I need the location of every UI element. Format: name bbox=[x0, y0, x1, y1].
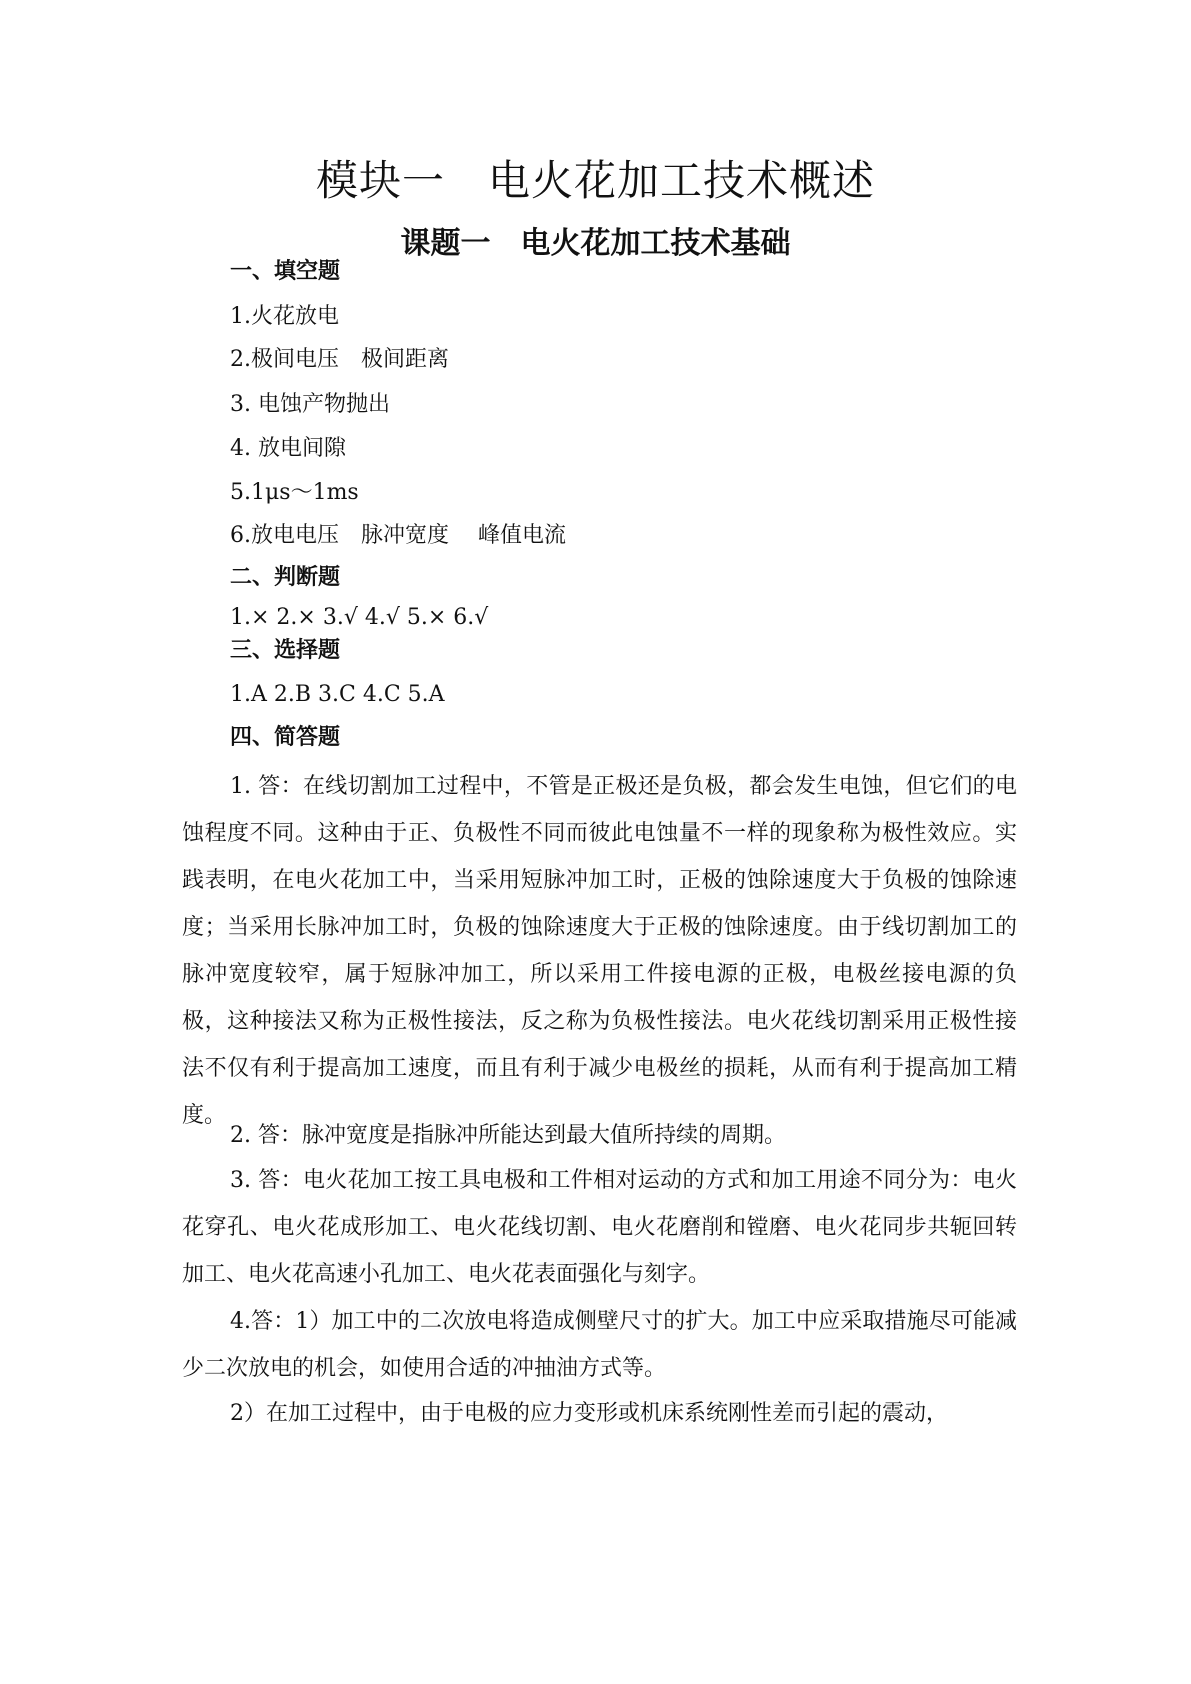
section-heading-choice: 三、选择题 bbox=[230, 638, 341, 663]
fill-blank-item: 5.1μs～1ms bbox=[230, 480, 359, 505]
page-subtitle: 课题一 电火花加工技术基础 bbox=[400, 226, 791, 261]
page-title: 模块一 电火花加工技术概述 bbox=[315, 156, 875, 205]
section-heading-true-false: 二、判断题 bbox=[230, 565, 341, 590]
true-false-answers: 1.× 2.× 3.√ 4.√ 5.× 6.√ bbox=[230, 605, 489, 630]
fill-blank-item: 3. 电蚀产物抛出 bbox=[230, 392, 390, 417]
section-heading-fill-blank: 一、填空题 bbox=[230, 259, 341, 284]
fill-blank-item: 2.极间电压 极间距离 bbox=[230, 347, 449, 372]
short-answer-paragraph: 1. 答：在线切割加工过程中，不管是正极还是负极，都会发生电蚀，但它们的电蚀程度不同。这种由于正、负极性不同而彼此电蚀量不一样的现象称为极性效应。实践表明，在电火花加工中，当采用短脉冲加工时，正极的蚀除速度大于负极的蚀除速度；当采用长脉冲加工时，负极的蚀除速度大于正极的蚀除速度。由于线切割加工的脉冲宽度较窄，属于短脉冲加工，所以采用工件接电源的正极，电极丝接电源的负极，这种接法又称为正极性接法，反之称为负极性接法。电火花线切割采用正极性接法不仅有利于提高加工速度，而且有利于减少电极丝的损耗，从而有利于提高加工精度。 bbox=[182, 774, 1017, 1128]
short-answer-paragraph: 2）在加工过程中，由于电极的应力变形或机床系统刚性差而引起的震动， bbox=[230, 1401, 948, 1426]
fill-blank-item: 6.放电电压 脉冲宽度 峰值电流 bbox=[230, 523, 566, 548]
fill-blank-item: 1.火花放电 bbox=[230, 304, 339, 329]
short-answer-paragraph: 3. 答：电火花加工按工具电极和工件相对运动的方式和加工用途不同分为：电火花穿孔、电火花成形加工、电火花线切割、电火花磨削和镗磨、电火花同步共轭回转加工、电火花高速小孔加工、电火花表面强化与刻字。 bbox=[182, 1168, 1017, 1287]
short-answer-paragraph: 4.答：1）加工中的二次放电将造成侧壁尺寸的扩大。加工中应采取措施尽可能减少二次放电的机会，如使用合适的冲抽油方式等。 bbox=[182, 1309, 1017, 1381]
section-heading-short-answer: 四、简答题 bbox=[230, 725, 341, 750]
choice-answers: 1.A 2.B 3.C 4.C 5.A bbox=[230, 682, 445, 707]
fill-blank-item: 4. 放电间隙 bbox=[230, 436, 346, 461]
short-answer-paragraph: 2. 答：脉冲宽度是指脉冲所能达到最大值所持续的周期。 bbox=[230, 1123, 786, 1148]
